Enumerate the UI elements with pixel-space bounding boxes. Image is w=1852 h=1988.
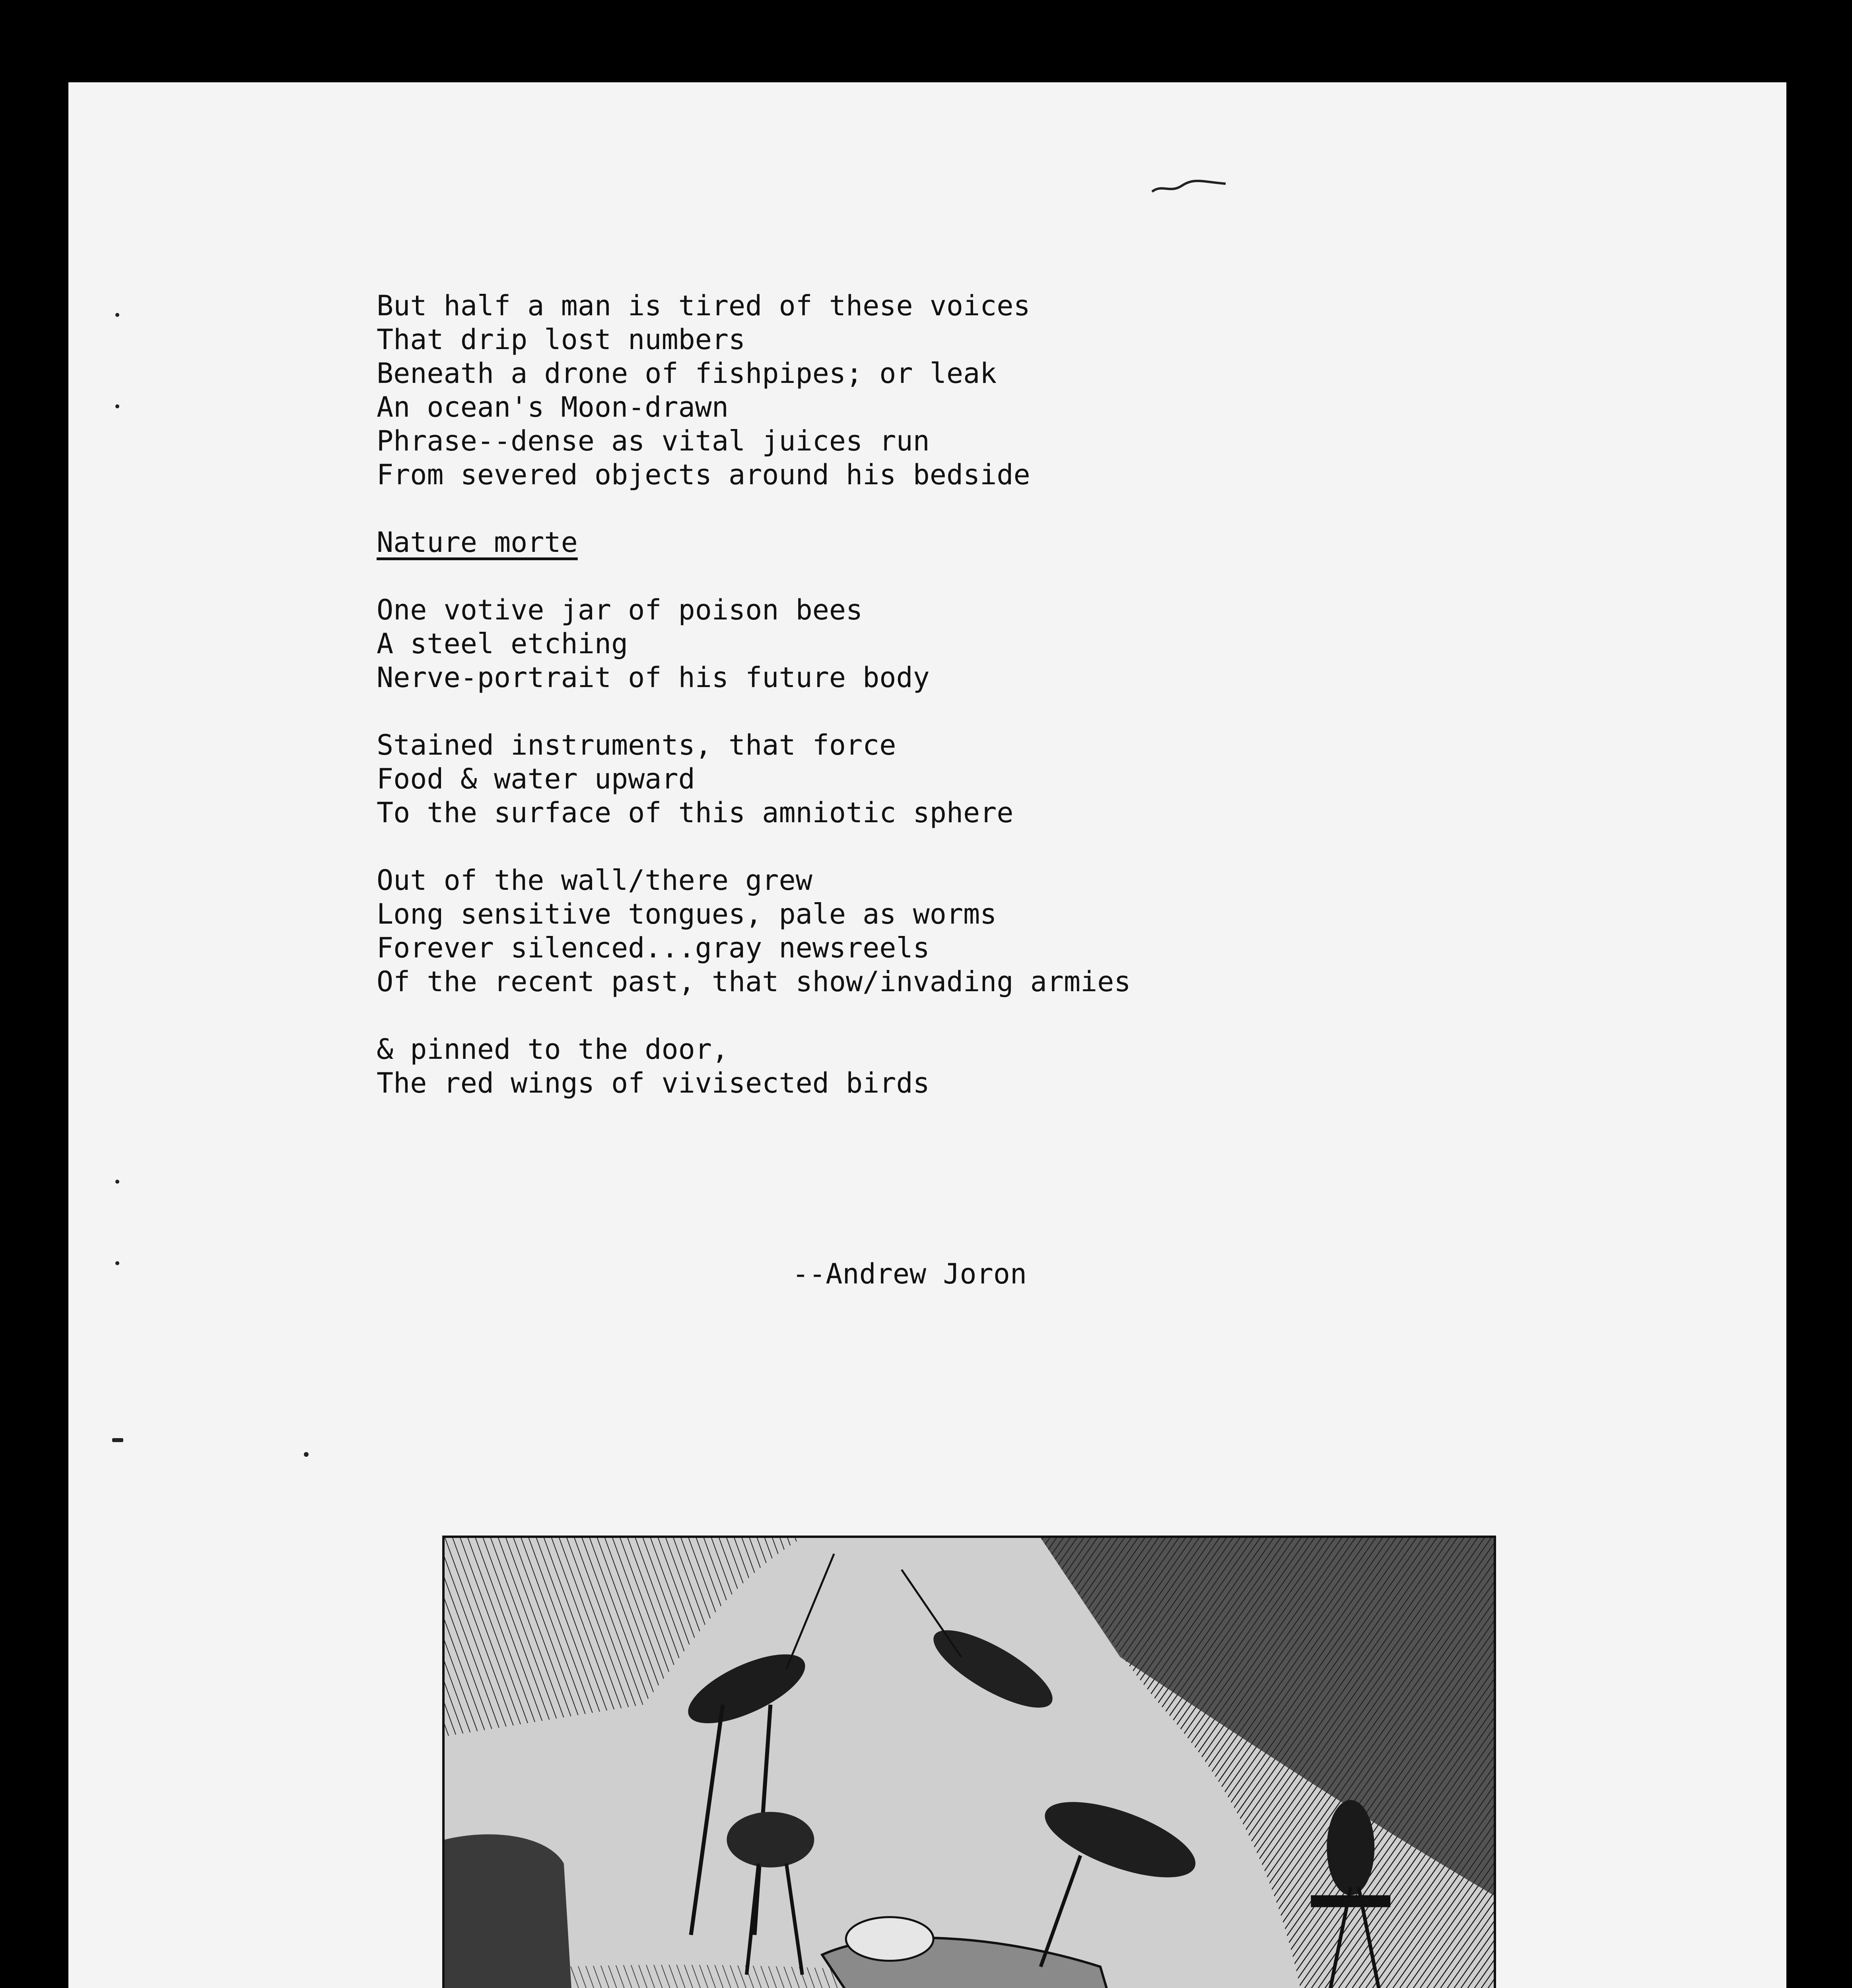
poem-line: A steel etching <box>377 627 628 660</box>
poem-line: The red wings of vivisected birds <box>377 1067 930 1099</box>
poem-line: But half a man is tired of these voices <box>377 289 1030 322</box>
poem-line: Forever silenced...gray newsreels <box>377 932 930 964</box>
poem-line: To the surface of this amniotic sphere <box>377 796 1014 829</box>
document-page <box>68 82 1786 1988</box>
speck <box>112 1438 123 1442</box>
speck <box>115 1261 119 1265</box>
pen-mark <box>1150 176 1230 200</box>
cricket-scene-icon <box>445 1538 1494 1988</box>
speck <box>115 404 119 408</box>
poem-line: Nerve-portrait of his future body <box>377 661 930 694</box>
poem-line: Beneath a drone of fishpipes; or leak <box>377 357 997 390</box>
poem-line: That drip lost numbers <box>377 323 746 356</box>
poem-line: Of the recent past, that show/invading armies <box>377 965 1131 998</box>
author-attribution: --Andrew Joron <box>792 1258 1027 1290</box>
speck <box>304 1452 309 1457</box>
poem <box>377 289 1649 1100</box>
poem-line: Stained instruments, that force <box>377 729 896 761</box>
poem-line: An ocean's Moon-drawn <box>377 391 729 423</box>
poem-line: & pinned to the door, <box>377 1033 729 1066</box>
poem-line: Out of the wall/there grew <box>377 864 812 897</box>
speck <box>115 1180 119 1184</box>
poem-line: One votive jar of poison bees <box>377 594 863 626</box>
poem-line: From severed objects around his bedside <box>377 458 1030 491</box>
poem-line: Phrase--dense as vital juices run <box>377 425 930 457</box>
poem-line: Long sensitive tongues, pale as worms <box>377 898 997 930</box>
engraving-illustration <box>442 1536 1496 1988</box>
speck <box>115 313 119 317</box>
poem-line: Food & water upward <box>377 763 695 795</box>
section-title: Nature morte <box>377 526 578 559</box>
